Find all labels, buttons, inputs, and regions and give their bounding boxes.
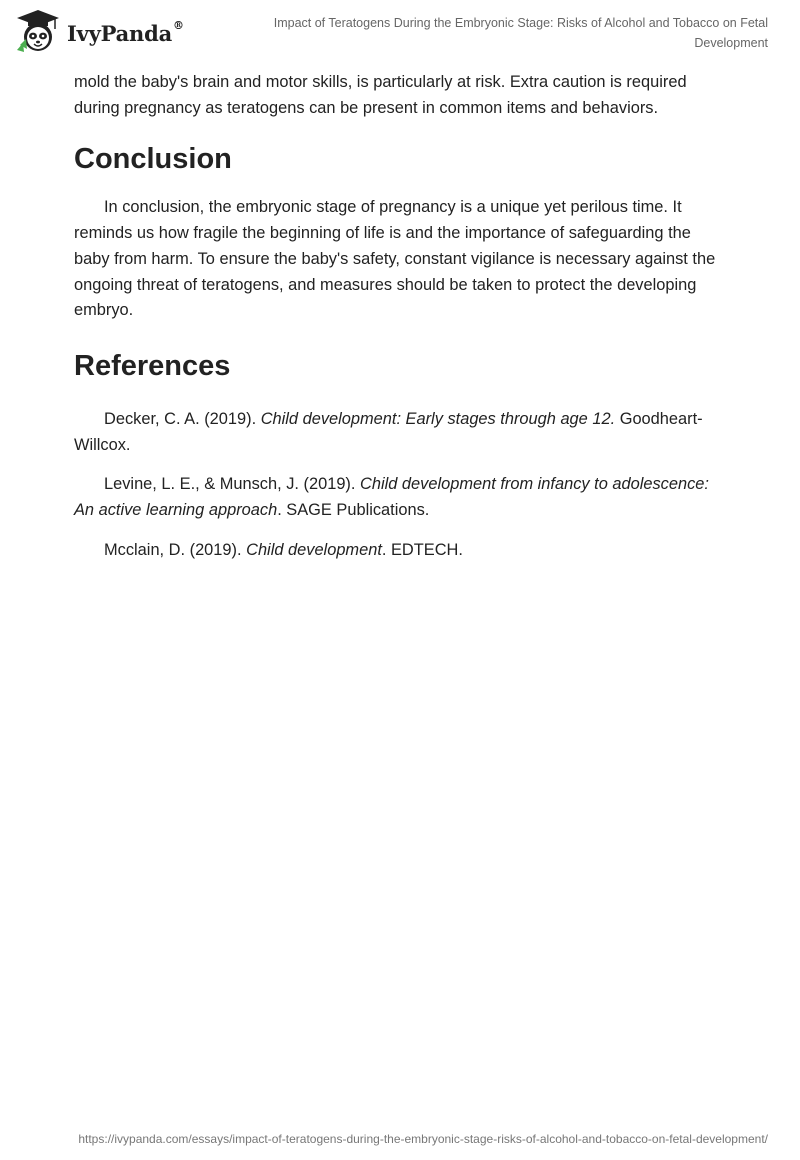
reference-title: Child development — [246, 540, 382, 559]
running-title: Impact of Teratogens During the Embryonic Stage: Risks of Alcohol and Tobacco on Fetal Development — [273, 16, 768, 50]
page-header — [0, 0, 800, 70]
footer-url[interactable]: https://ivypanda.com/essays/impact-of-teratogens-during-the-embryonic-stage-risks-of-alcohol-and-tobacco-on-fetal-development/ — [78, 1132, 768, 1146]
reference-item: Levine, L. E., & Munsch, J. (2019). Child development from infancy to adolescence: An active learning approach. SAGE Publications. — [74, 475, 709, 520]
reference-title: Child development from infancy to adolescence: An active learning approach — [74, 475, 709, 520]
reference-item: Decker, C. A. (2019). Child development: Early stages through age 12. Goodheart-Willcox. — [74, 409, 703, 454]
reference-title: Child development: Early stages through age 12. — [260, 409, 616, 428]
panda-graduation-logo-icon — [15, 9, 61, 53]
reference-item: Mcclain, D. (2019). Child development. EDTECH. — [104, 540, 463, 559]
conclusion-heading: Conclusion — [74, 143, 232, 176]
ivypanda-logo[interactable] — [15, 9, 184, 53]
logo-wordmark: IvyPanda® — [67, 18, 184, 46]
references-heading: References — [74, 349, 231, 382]
conclusion-paragraph: In conclusion, the embryonic stage of pregnancy is a unique yet perilous time. It reminds us how fragile the beginning of life is and the importance of safeguarding the baby from harm. To ensure the baby's safety, constant vigilance is necessary against the ongoing threat of teratogens, and measures should be taken to protect the developing embryo. — [74, 198, 716, 320]
intro-paragraph: mold the baby's brain and motor skills, is particularly at risk. Extra caution is required during pregnancy as teratogens can be present in common items and behaviors. — [74, 73, 687, 117]
document-body — [74, 70, 722, 577]
